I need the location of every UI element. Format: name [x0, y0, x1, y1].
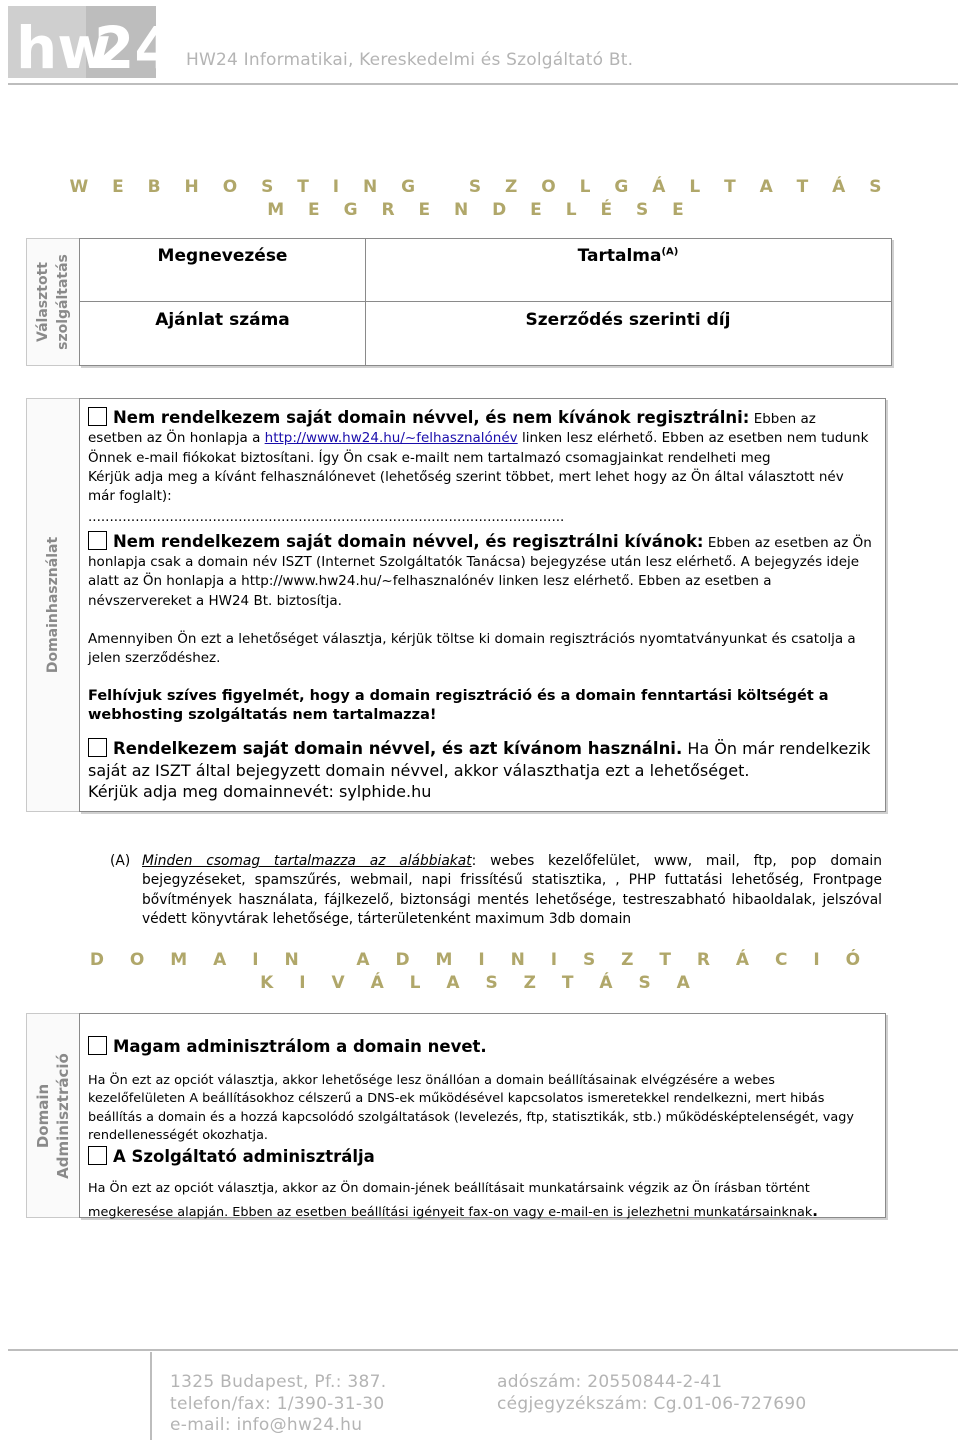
webhosting-title — [0, 176, 960, 222]
webhosting-title-line1: W E B H O S T I N G S Z O L G Á L T A T Á S — [69, 177, 891, 197]
service-table — [79, 238, 892, 366]
company-name: HW24 Informatikai, Kereskedelmi és Szolgáltató Bt. — [186, 50, 634, 70]
footnote-text: : webes kezelőfelület, www, mail, ftp, pop domain bejegyzéseket, spamszűrés, webmail, napi frissítésű statisztika, , PHP futtatási lehetőség, Frontpage bővítmények használata, fájlkezelő, biztonsági mentés lehetősége, testreszabható hibaoldalak, jelszóval védett könyvtárak lehetősége, tárterületenként maximum 3db domain — [142, 853, 882, 927]
footer-address: 1325 Budapest, Pf.: 387. — [170, 1372, 387, 1392]
checkbox-self-admin[interactable] — [88, 1036, 107, 1055]
selected-service-side — [26, 238, 80, 366]
domain-name-request: Kérjük adja meg domainnevét: sylphide.hu — [88, 782, 432, 802]
checkbox-provider-admin[interactable] — [88, 1146, 107, 1165]
footnote-tag: (A) — [110, 853, 131, 869]
domain-admin-side — [26, 1013, 80, 1218]
footer-tax-number: adószám: 20550844-2-41 — [497, 1372, 723, 1392]
col-offer-number: Ajánlat száma — [155, 310, 290, 330]
company-logo — [8, 6, 175, 82]
col-name-header: Megnevezése — [157, 246, 288, 266]
footer-company-ids — [497, 1372, 807, 1415]
webhosting-title-line2: M E G R E N D E L É S E — [267, 200, 693, 220]
domain-usage-side — [26, 398, 80, 812]
footer-vertical-divider — [150, 1352, 152, 1440]
footer-phone: telefon/fax: 1/390-31-30 — [170, 1393, 385, 1414]
domain-admin-label: Domain Adminisztráció — [34, 1052, 72, 1179]
col-contract-fee: Szerződés szerinti díj — [525, 310, 731, 330]
domain-admin-title — [0, 949, 960, 995]
header-divider — [8, 83, 958, 85]
checkbox-own-domain[interactable] — [88, 738, 107, 757]
option-no-domain: Nem rendelkezem saját domain névvel, és nem kívánok regisztrálni: Ebben az esetben az Ön honlapja a http://www.hw24.hu/~felhasznalónév linken lesz elérhető. Ebben az esetben nem tudunk Önnek e-mail fiókokat biztosítani. Így Ön csak e-mailt nem tartalmazó csomagjainkat rendelheti meg — [88, 408, 869, 466]
selected-service-label: Választott szolgáltatás — [35, 254, 71, 350]
domain-usage-label: Domainhasználat — [45, 536, 61, 674]
username-request: Kérjük adja meg a kívánt felhasználónevet (lehetőség szerint többet, mert lehet hogy az Ön által választott név már foglalt): — [88, 468, 844, 505]
option-self-admin: Magam adminisztrálom a domain nevet. — [88, 1036, 873, 1056]
svg-text:24: 24 — [94, 14, 175, 82]
footnote-lead: Minden csomag tartalmazza az alábbiakat — [142, 853, 472, 869]
footer-registration-number: cégjegyzékszám: Cg.01-06-727690 — [497, 1393, 807, 1414]
username-field[interactable]: ............................................................................................................... — [88, 509, 565, 526]
footer-divider — [8, 1349, 958, 1351]
example-url-link[interactable]: http://www.hw24.hu/~felhasznalónév — [264, 430, 518, 447]
footnote — [110, 852, 882, 929]
checkbox-no-domain[interactable] — [88, 407, 107, 426]
footer-contact — [170, 1372, 386, 1437]
option-provider-admin: A Szolgáltató adminisztrálja — [88, 1146, 873, 1166]
checkbox-register-domain[interactable] — [88, 531, 107, 550]
domain-admin-title-line2: K I V Á L A S Z T Á S A — [260, 973, 700, 993]
option-own-domain: Rendelkezem saját domain névvel, és azt kívánom használni. Ha Ön már rendelkezik saját az ISZT által bejegyzett domain névvel, akkor választhatja ezt a lehetőséget. — [88, 739, 871, 780]
domain-admin-title-line1: D O M A I N A D M I N I S Z T R Á C I Ó — [89, 950, 871, 970]
provider-admin-text: Ha Ön ezt az opciót választja, akkor az Ön domain-jének beállításait munkatársaink végzik az Ön írásban történt megkeresése alapján. Ebben az esetben beállítási igényeit fax-on vagy e-mail-en is jelezhetni munkatársainknak. — [88, 1181, 818, 1221]
footer-email: e-mail: info@hw24.hu — [170, 1415, 363, 1435]
cost-warning: Felhívjuk szíves figyelmét, hogy a domain regisztráció és a domain fenntartási költségét a webhosting szolgáltatás nem tartalmazza! — [88, 687, 829, 723]
registration-note: Amennyiben Ön ezt a lehetőséget választja, kérjük töltse ki domain regisztrációs nyomtatványunkat és csatolja a jelen szerződéshez. — [88, 630, 856, 667]
domain-usage-box — [79, 398, 886, 812]
self-admin-text: Ha Ön ezt az opciót választja, akkor lehetősége lesz önállóan a domain beállításainak elvégzésére a webes kezelőfelületen A beállításokhoz célszerű a DNS-ek működésével kapcsolatos ismeretekkel rendelkezni, mert hibás beállítás a domain és a hozzá kapcsolódó szolgáltatások (levelezés, ftp, statisztikák, stb.) működésképtelenségét, vagy rendellenességét okozhatja. — [88, 1073, 854, 1143]
svg-text:hw: hw — [16, 14, 111, 82]
option-register-domain: Nem rendelkezem saját domain névvel, és regisztrálni kívánok: Ebben az esetben az Ön honlapja csak a domain név ISZT (Internet Szolgáltatók Tanácsa) bejegyzése után lesz elérhető. A bejegyzés ideje alatt az Ön honlapja a http://www.hw24.hu/~felhasznalónév linken lesz elérhető. Ebben az esetben a névszervereket a HW24 Bt. biztosítja. — [88, 531, 872, 609]
domain-admin-box — [79, 1013, 886, 1221]
col-content-header: Tartalma$^{(A)}$ — [577, 246, 679, 266]
